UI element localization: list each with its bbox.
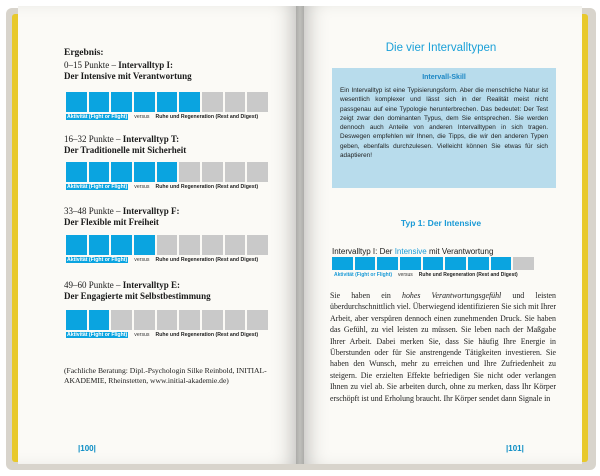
bar-segment-active [445, 257, 466, 270]
caption-rest: Ruhe und Regeneration (Rest and Digest) [155, 184, 259, 190]
page-title: Die vier Intervalltypen [385, 42, 497, 54]
caption-active: Aktivität (Fight or Flight) [67, 332, 128, 338]
section-4-heading [64, 280, 211, 302]
bar-segment-active [355, 257, 376, 270]
page-number-left: |100| [78, 444, 96, 453]
bar-segment-active [111, 162, 132, 182]
bar-segment-inactive [247, 235, 268, 255]
body-text-b: und leisten überdurchschnittlich viel. Überwiegend identifizieren Sie sich mit Ihrer Arbeit, aber verspüren dennoch einen zunehmenden Druck. Sie haben das Gefühl, zu viel leisten zu müssen. Sie leben nach der Maßgabe Ihrer Arbeit. Dabei merken Sie, dass Sie häufig Ihre Energie in Überstunden oder für Sie anstrengende Tätigkeiten investieren. Sie haben den Wunsch, mehr zu erreichen und Ihre Zufriedenheit zu steigern. Die erzielten Effekte befriedigen Sie nicht oder verlangen Ihnen zu viel ab. Sie arbeiten durch, ohne zu merken, dass Ihr Körper erschöpft ist und Erholung braucht. Ihr Körper sendet dann Signale in [330, 291, 556, 403]
skill-heading: Intervall-Skill [422, 74, 466, 81]
bar-segment-inactive [225, 162, 246, 182]
bar-segment-active [66, 162, 87, 182]
caption-rest: Ruhe und Regeneration (Rest and Digest) [418, 272, 518, 278]
bar-segment-active [157, 162, 178, 182]
interval-bar [66, 310, 268, 330]
body-text-emphasis: hohes Verantwortungsgefühl [402, 291, 502, 300]
bar-segment-active [400, 257, 421, 270]
bar-segment-active [134, 92, 155, 112]
bar-segment-inactive [225, 235, 246, 255]
section-subtitle: Der Flexible mit Freiheit [64, 217, 159, 227]
section-1-heading [64, 60, 192, 82]
bar-segment-active [157, 92, 178, 112]
section-type: Intervalltyp I: [118, 60, 174, 70]
bar-caption [66, 114, 258, 120]
bar-segment-inactive [247, 92, 268, 112]
section-subtitle: Der Engagierte mit Selbstbestimmung [64, 291, 211, 301]
bar-segment-active [134, 235, 155, 255]
bar-label-suffix: mit Verantwortung [426, 247, 494, 256]
section-range: 16–32 Punkte – [64, 134, 121, 144]
bar-caption-main [334, 272, 518, 278]
bar-segment-inactive [179, 162, 200, 182]
page-number-right: |101| [506, 444, 524, 453]
caption-rest: Ruhe und Regeneration (Rest and Digest) [155, 114, 259, 120]
bar-segment-active [332, 257, 353, 270]
section-type: Intervalltyp T: [122, 134, 180, 144]
bar-caption [66, 332, 258, 338]
bar-segment-inactive [225, 310, 246, 330]
bar-segment-inactive [202, 162, 223, 182]
right-page [300, 6, 582, 464]
section-3-heading [64, 206, 180, 228]
section-subtitle: Der Traditionelle mit Sicherheit [64, 145, 187, 155]
bar-segment-inactive [179, 310, 200, 330]
bar-segment-active [89, 92, 110, 112]
interval-bar-main [332, 257, 534, 270]
bar-segment-active [377, 257, 398, 270]
bar-segment-inactive [247, 310, 268, 330]
bar-segment-inactive [134, 310, 155, 330]
bar-label [332, 247, 493, 256]
skill-box [332, 68, 556, 188]
bar-segment-inactive [247, 162, 268, 182]
bar-segment-active [111, 92, 132, 112]
bar-segment-inactive [157, 310, 178, 330]
bar-caption [66, 184, 258, 190]
bar-segment-inactive [202, 92, 223, 112]
bar-segment-active [134, 162, 155, 182]
caption-versus: versus [134, 332, 150, 338]
bar-segment-inactive [111, 310, 132, 330]
bar-segment-active [89, 162, 110, 182]
caption-rest: Ruhe und Regeneration (Rest and Digest) [155, 257, 259, 263]
bar-segment-inactive [179, 235, 200, 255]
caption-active: Aktivität (Fight or Flight) [67, 184, 128, 190]
book-spine [296, 6, 304, 464]
consulting-note: (Fachliche Beratung: Dipl.-Psychologin Silke Reinbold, INITIAL-AKADEMIE, Rheinstetten, www.initial-akademie.de) [64, 366, 267, 385]
bar-segment-active [89, 235, 110, 255]
bar-segment-active [89, 310, 110, 330]
section-2-heading [64, 134, 186, 156]
bar-segment-inactive [202, 310, 223, 330]
caption-versus: versus [134, 257, 150, 263]
caption-versus: versus [134, 184, 150, 190]
bar-segment-active [66, 235, 87, 255]
bar-segment-active [179, 92, 200, 112]
bar-label-prefix: Intervalltyp I: Der [332, 247, 395, 256]
bar-segment-active [111, 235, 132, 255]
type-heading: Typ 1: Der Intensive [400, 218, 482, 228]
caption-active: Aktivität (Fight or Flight) [67, 114, 128, 120]
section-subtitle: Der Intensive mit Verantwortung [64, 71, 192, 81]
caption-active: Aktivität (Fight or Flight) [67, 257, 128, 263]
bar-segment-active [66, 92, 87, 112]
section-range: 0–15 Punkte – [64, 60, 117, 70]
bar-segment-inactive [513, 257, 534, 270]
bar-segment-active [423, 257, 444, 270]
bar-segment-active [66, 310, 87, 330]
interval-bar [66, 92, 268, 112]
section-range: 33–48 Punkte – [64, 206, 121, 216]
section-range: 49–60 Punkte – [64, 280, 121, 290]
bar-segment-inactive [202, 235, 223, 255]
section-type: Intervalltyp E: [122, 280, 181, 290]
bar-segment-active [491, 257, 512, 270]
bar-segment-inactive [157, 235, 178, 255]
interval-bar [66, 235, 268, 255]
bar-segment-inactive [225, 92, 246, 112]
bar-caption [66, 257, 258, 263]
bar-label-highlight: Intensive [394, 247, 427, 256]
body-text-a: Sie haben ein [330, 291, 402, 300]
skill-text: Ein Intervalltyp ist eine Typisierungsform. Aber die menschliche Natur ist wesentlich komplexer und lässt sich in der Realität meist nicht passgenau auf eine Typologie herunterbrechen. Das bedeutet: Der Test zeigt zwar den dominanten Typus, dem Sie entsprechen. Sie werden dennoch auch Anteile von anderen Intervalltypen in sich tragen. Deswegen empfehlen wir Ihnen, die Tipps, die wir den anderen Typen geben, ebenfalls durchzulesen. Vielleicht können Sie etwas für sich adaptieren! [340, 87, 548, 160]
caption-active: Aktivität (Fight or Flight) [334, 272, 393, 278]
section-type: Intervalltyp F: [122, 206, 180, 216]
bar-segment-active [468, 257, 489, 270]
left-page [18, 6, 300, 464]
caption-rest: Ruhe und Regeneration (Rest and Digest) [155, 332, 259, 338]
interval-bar [66, 162, 268, 182]
result-heading: Ergebnis: [64, 48, 104, 58]
caption-versus: versus [398, 272, 413, 278]
body-text [330, 290, 556, 404]
caption-versus: versus [134, 114, 150, 120]
